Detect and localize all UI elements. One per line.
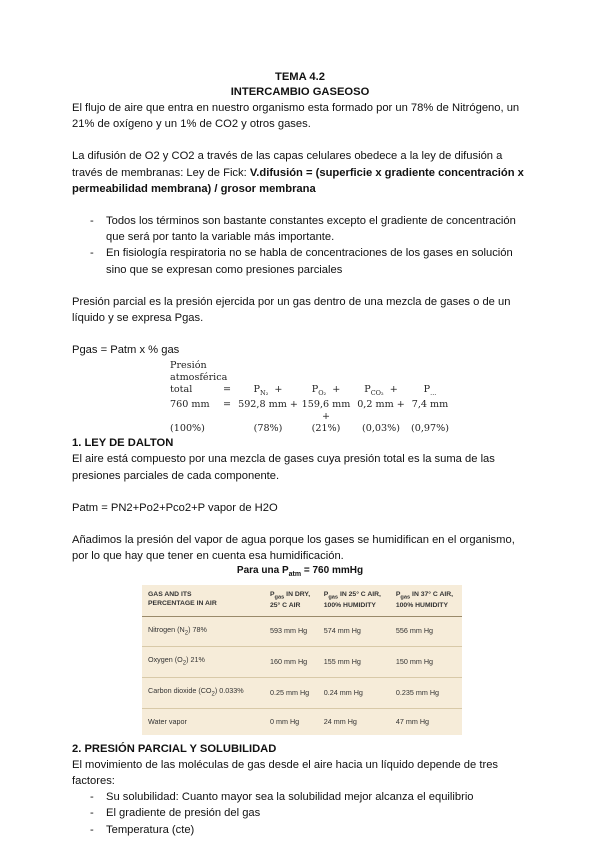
list-item: - Su solubilidad: Cuanto mayor sea la solubilidad mejor alcanza el equilibrio (72, 789, 528, 805)
table-row (142, 647, 462, 678)
partial-pressure-definition: Presión parcial es la presión ejercida por un gas dentro de una mezcla de gases o de un líquido y se expresa Pgas. (72, 295, 511, 325)
figure-percent: (0,97%) (411, 423, 449, 435)
figure-symbol: = (222, 384, 232, 396)
humidification-paragraph: Añadimos la presión del vapor de agua porque los gases se humidifican en el organismo, por lo que hay que tener en cuenta esa humidificación. (72, 533, 515, 563)
figure-pco2: $P_{CO_2}$ + (364, 384, 398, 398)
table-cell: 160 mm Hg (264, 647, 318, 678)
table-cell: Water vapor (148, 716, 187, 726)
table-row (142, 616, 462, 647)
fick-text: La difusión de O2 y CO2 a través de las capas celulares obedece a la ley de difusión a través de membranas: Ley de Fick: (72, 150, 503, 179)
table-cell: 556 mm Hg (390, 616, 462, 647)
table-cell: 593 mm Hg (264, 616, 318, 647)
figure-label: total (170, 384, 193, 396)
dalton-paragraph: El aire está compuesto por una mezcla de gases cuya presión total es la suma de las presiones parciales de cada componente. (72, 453, 495, 482)
solubility-paragraph: El movimiento de las moléculas de gas desde el aire hacia un líquido depende de tres factores: (72, 758, 499, 788)
table-cell: 150 mm Hg (390, 647, 462, 678)
table-header-row (142, 585, 462, 616)
table-header: $P_{gas}$ IN 25° C AIR, 100% HUMIDITY (318, 585, 390, 616)
list-item: - Temperatura (cte) (72, 822, 528, 838)
figure-percent: (0,03%) (362, 423, 400, 435)
table-header: $P_{gas}$ IN 37° C AIR, 100% HUMIDITY (390, 585, 462, 616)
table-cell: 47 mm Hg (395, 716, 430, 726)
fick-formula: V.difusión = (superficie x gradiente concentración x permeabilidad membrana) / grosor membrana (72, 166, 524, 195)
document-page (72, 70, 528, 838)
table-header: $P_{gas}$ IN DRY, 25° C AIR (264, 585, 318, 616)
table-cell: 0.235 mm Hg (390, 678, 462, 709)
fick-bullet-list (72, 213, 528, 278)
figure-percent: (100%) (170, 423, 205, 435)
partial-pressure-table (142, 585, 462, 734)
figure-percent: (21%) (311, 423, 341, 435)
table-row (142, 678, 462, 709)
table-caption: Para una $P_{atm} = 760$ mmHg (236, 565, 364, 579)
topic-title: INTERCAMBIO GASEOSO (230, 86, 370, 98)
list-item: - En fisiología respiratoria no se habla de concentraciones de los gases en solución sino que se expresan como presiones parciales (72, 245, 528, 277)
table-cell: Nitrogen $(N_2)$ 78% (142, 616, 264, 647)
figure-label: Presión (170, 360, 207, 372)
intro-paragraph: El flujo de aire que entra en nuestro organismo esta formado por un 78% de Nitrógeno, un 21% de oxígeno y un 1% de CO2 y otros gases. (72, 102, 520, 131)
table-cell: 0 mm Hg (270, 716, 300, 726)
table-row (142, 708, 462, 735)
list-item: - El gradiente de presión del gas (72, 805, 528, 821)
section-heading-solubility: 2. PRESIÓN PARCIAL Y SOLUBILIDAD (72, 742, 277, 755)
figure-value: 592,8 mm + (238, 399, 298, 411)
table-cell: Oxygen $(O_2)$ 21% (142, 647, 264, 678)
pgas-formula: Pgas = Patm x % gas (72, 344, 180, 357)
table-cell: 155 mm Hg (318, 647, 390, 678)
figure-value: 0,2 mm + (357, 399, 405, 411)
figure-value: 7,4 mm (411, 399, 449, 411)
fick-paragraph (72, 148, 528, 197)
section-heading-dalton: 1. LEY DE DALTON (72, 437, 174, 450)
table-cell: Carbon dioxide $(CO_2)$ 0.033% (142, 678, 264, 709)
table-cell: 24 mm Hg (323, 716, 357, 726)
table-cell: 0.24 mm Hg (318, 678, 390, 709)
solubility-factor-list (72, 789, 528, 838)
topic-number: TEMA 4.2 (275, 71, 325, 83)
patm-formula: Patm = PN2+Po2+Pco2+P vapor de H2O (72, 501, 278, 514)
pressure-figure (170, 360, 528, 435)
figure-value: 760 mm (170, 399, 210, 411)
figure-percent: (78%) (253, 423, 283, 435)
list-item: - Todos los términos son bastante constantes excepto el gradiente de concentración que será por tanto la variable más importante. (72, 213, 528, 245)
table-header: GAS AND ITS PERCENTAGE IN AIR (142, 585, 264, 616)
figure-symbol: = (222, 399, 232, 411)
figure-label: atmosférica (170, 372, 228, 384)
figure-po2: $P_{O_2}$ + (311, 384, 341, 398)
figure-pother: $P_{...}$ (423, 384, 437, 398)
figure-value: 159,6 mm + (301, 399, 351, 423)
table-cell: 0.25 mm Hg (264, 678, 318, 709)
figure-pn2: $P_{N_2}$ + (253, 384, 283, 398)
table-cell: 574 mm Hg (318, 616, 390, 647)
